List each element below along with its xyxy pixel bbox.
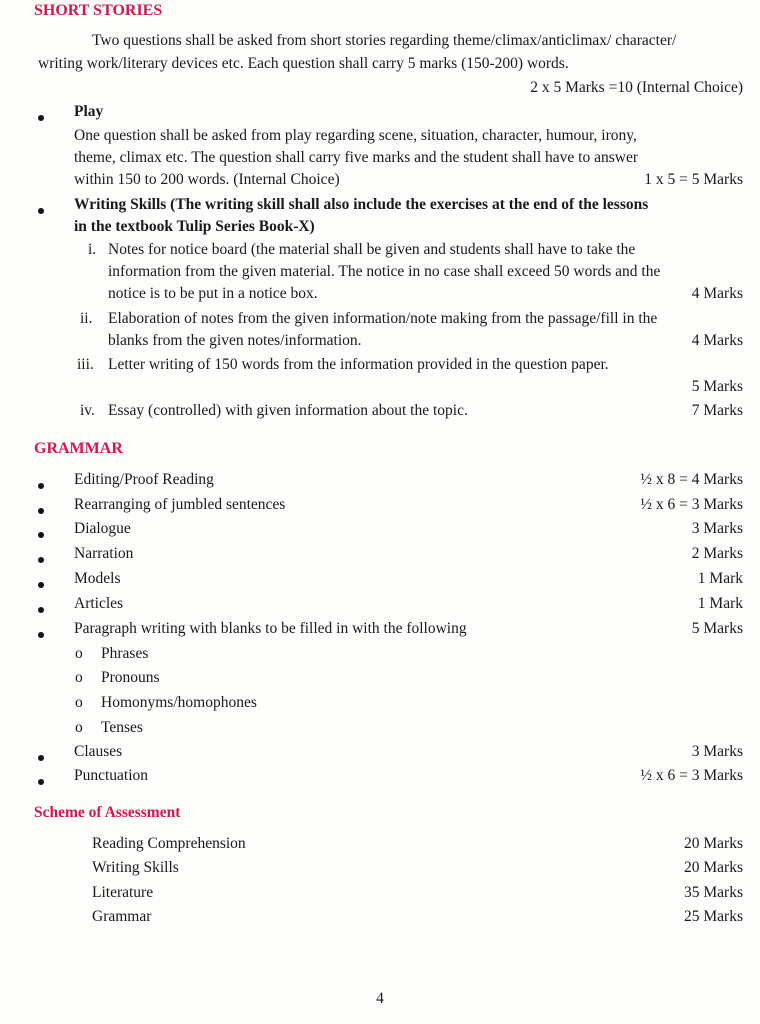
bullet-icon xyxy=(38,115,44,121)
writing-item-line: notice is to be put in a notice box. xyxy=(108,285,318,302)
sub-bullet-icon: o xyxy=(75,645,83,662)
grammar-item-marks: 5 Marks xyxy=(691,620,743,637)
grammar-item: Dialogue xyxy=(74,520,131,537)
grammar-item-marks: ½ x 8 = 4 Marks xyxy=(640,471,743,488)
short-stories-line-2: writing work/literary devices etc. Each question shall carry 5 marks (150-200) words. xyxy=(38,55,569,72)
writing-item-line: Essay (controlled) with given information about the topic. xyxy=(108,402,468,419)
grammar-item: Narration xyxy=(74,545,134,562)
grammar-item: Paragraph writing with blanks to be filled in with the following xyxy=(74,620,467,637)
play-line-2: theme, climax etc. The question shall carry five marks and the student shall have to answer xyxy=(74,149,638,166)
grammar-sub-item: Homonyms/homophones xyxy=(101,694,257,711)
writing-title-line-1: Writing Skills (The writing skill shall also include the exercises at the end of the lessons xyxy=(74,196,649,213)
writing-item-number: iii. xyxy=(77,356,94,373)
grammar-item: Punctuation xyxy=(74,767,149,784)
grammar-item-marks: 2 Marks xyxy=(691,545,743,562)
writing-item-line: blanks from the given notes/information. xyxy=(108,332,362,349)
bullet-icon xyxy=(38,208,44,214)
grammar-item: Models xyxy=(74,570,121,587)
grammar-item: Clauses xyxy=(74,743,123,760)
scheme-heading: Scheme of Assessment xyxy=(34,804,181,821)
scheme-row-label: Literature xyxy=(92,884,154,901)
grammar-item-marks: ½ x 6 = 3 Marks xyxy=(640,767,743,784)
sub-bullet-icon: o xyxy=(75,694,83,711)
writing-item-marks: 5 Marks xyxy=(691,378,743,395)
bullet-icon xyxy=(38,557,44,563)
scheme-row-marks: 20 Marks xyxy=(684,835,743,852)
bullet-icon xyxy=(38,582,44,588)
writing-item-marks: 4 Marks xyxy=(691,332,743,349)
writing-item-number: ii. xyxy=(80,310,93,327)
play-marks: 1 x 5 = 5 Marks xyxy=(644,171,743,188)
scheme-row-marks: 20 Marks xyxy=(684,859,743,876)
page-number: 4 xyxy=(376,990,384,1007)
scheme-row-label: Writing Skills xyxy=(92,859,179,876)
bullet-icon xyxy=(38,508,44,514)
bullet-icon xyxy=(38,632,44,638)
sub-bullet-icon: o xyxy=(75,719,83,736)
writing-item-line: information from the given material. The notice in no case shall exceed 50 words and the xyxy=(108,263,661,280)
bullet-icon xyxy=(38,755,44,761)
grammar-item-marks: 1 Mark xyxy=(697,595,743,612)
scheme-row-marks: 25 Marks xyxy=(684,908,743,925)
play-line-3: within 150 to 200 words. (Internal Choice) xyxy=(74,171,340,188)
writing-item-line: Letter writing of 150 words from the information provided in the question paper. xyxy=(108,356,609,373)
bullet-icon xyxy=(38,532,44,538)
grammar-item: Articles xyxy=(74,595,124,612)
grammar-item: Editing/Proof Reading xyxy=(74,471,214,488)
grammar-sub-item: Phrases xyxy=(101,645,149,662)
grammar-item-marks: 3 Marks xyxy=(691,743,743,760)
writing-item-marks: 7 Marks xyxy=(691,402,743,419)
grammar-heading: GRAMMAR xyxy=(34,440,123,457)
bullet-icon xyxy=(38,483,44,489)
writing-item-number: i. xyxy=(88,241,97,258)
writing-item-line: Notes for notice board (the material shall be given and students shall have to take the xyxy=(108,241,636,258)
sub-bullet-icon: o xyxy=(75,669,83,686)
writing-item-line: Elaboration of notes from the given information/note making from the passage/fill in the xyxy=(108,310,658,327)
grammar-sub-item: Tenses xyxy=(101,719,143,736)
short-stories-line-1: Two questions shall be asked from short stories regarding theme/climax/anticlimax/ character/ xyxy=(92,32,677,49)
bullet-icon xyxy=(38,607,44,613)
writing-item-marks: 4 Marks xyxy=(691,285,743,302)
bullet-icon xyxy=(38,779,44,785)
scheme-row-label: Reading Comprehension xyxy=(92,835,246,852)
scheme-row-marks: 35 Marks xyxy=(684,884,743,901)
grammar-item-marks: 1 Mark xyxy=(697,570,743,587)
grammar-item-marks: 3 Marks xyxy=(691,520,743,537)
grammar-sub-item: Pronouns xyxy=(101,669,160,686)
writing-title-line-2: in the textbook Tulip Series Book-X) xyxy=(74,218,315,235)
writing-item-number: iv. xyxy=(80,402,95,419)
scheme-row-label: Grammar xyxy=(92,908,152,925)
short-stories-marks: 2 x 5 Marks =10 (Internal Choice) xyxy=(530,79,743,96)
play-title: Play xyxy=(74,103,104,120)
short-stories-heading: SHORT STORIES xyxy=(34,2,163,19)
grammar-item: Rearranging of jumbled sentences xyxy=(74,496,286,513)
grammar-item-marks: ½ x 6 = 3 Marks xyxy=(640,496,743,513)
play-line-1: One question shall be asked from play regarding scene, situation, character, humour, irony, xyxy=(74,127,637,144)
